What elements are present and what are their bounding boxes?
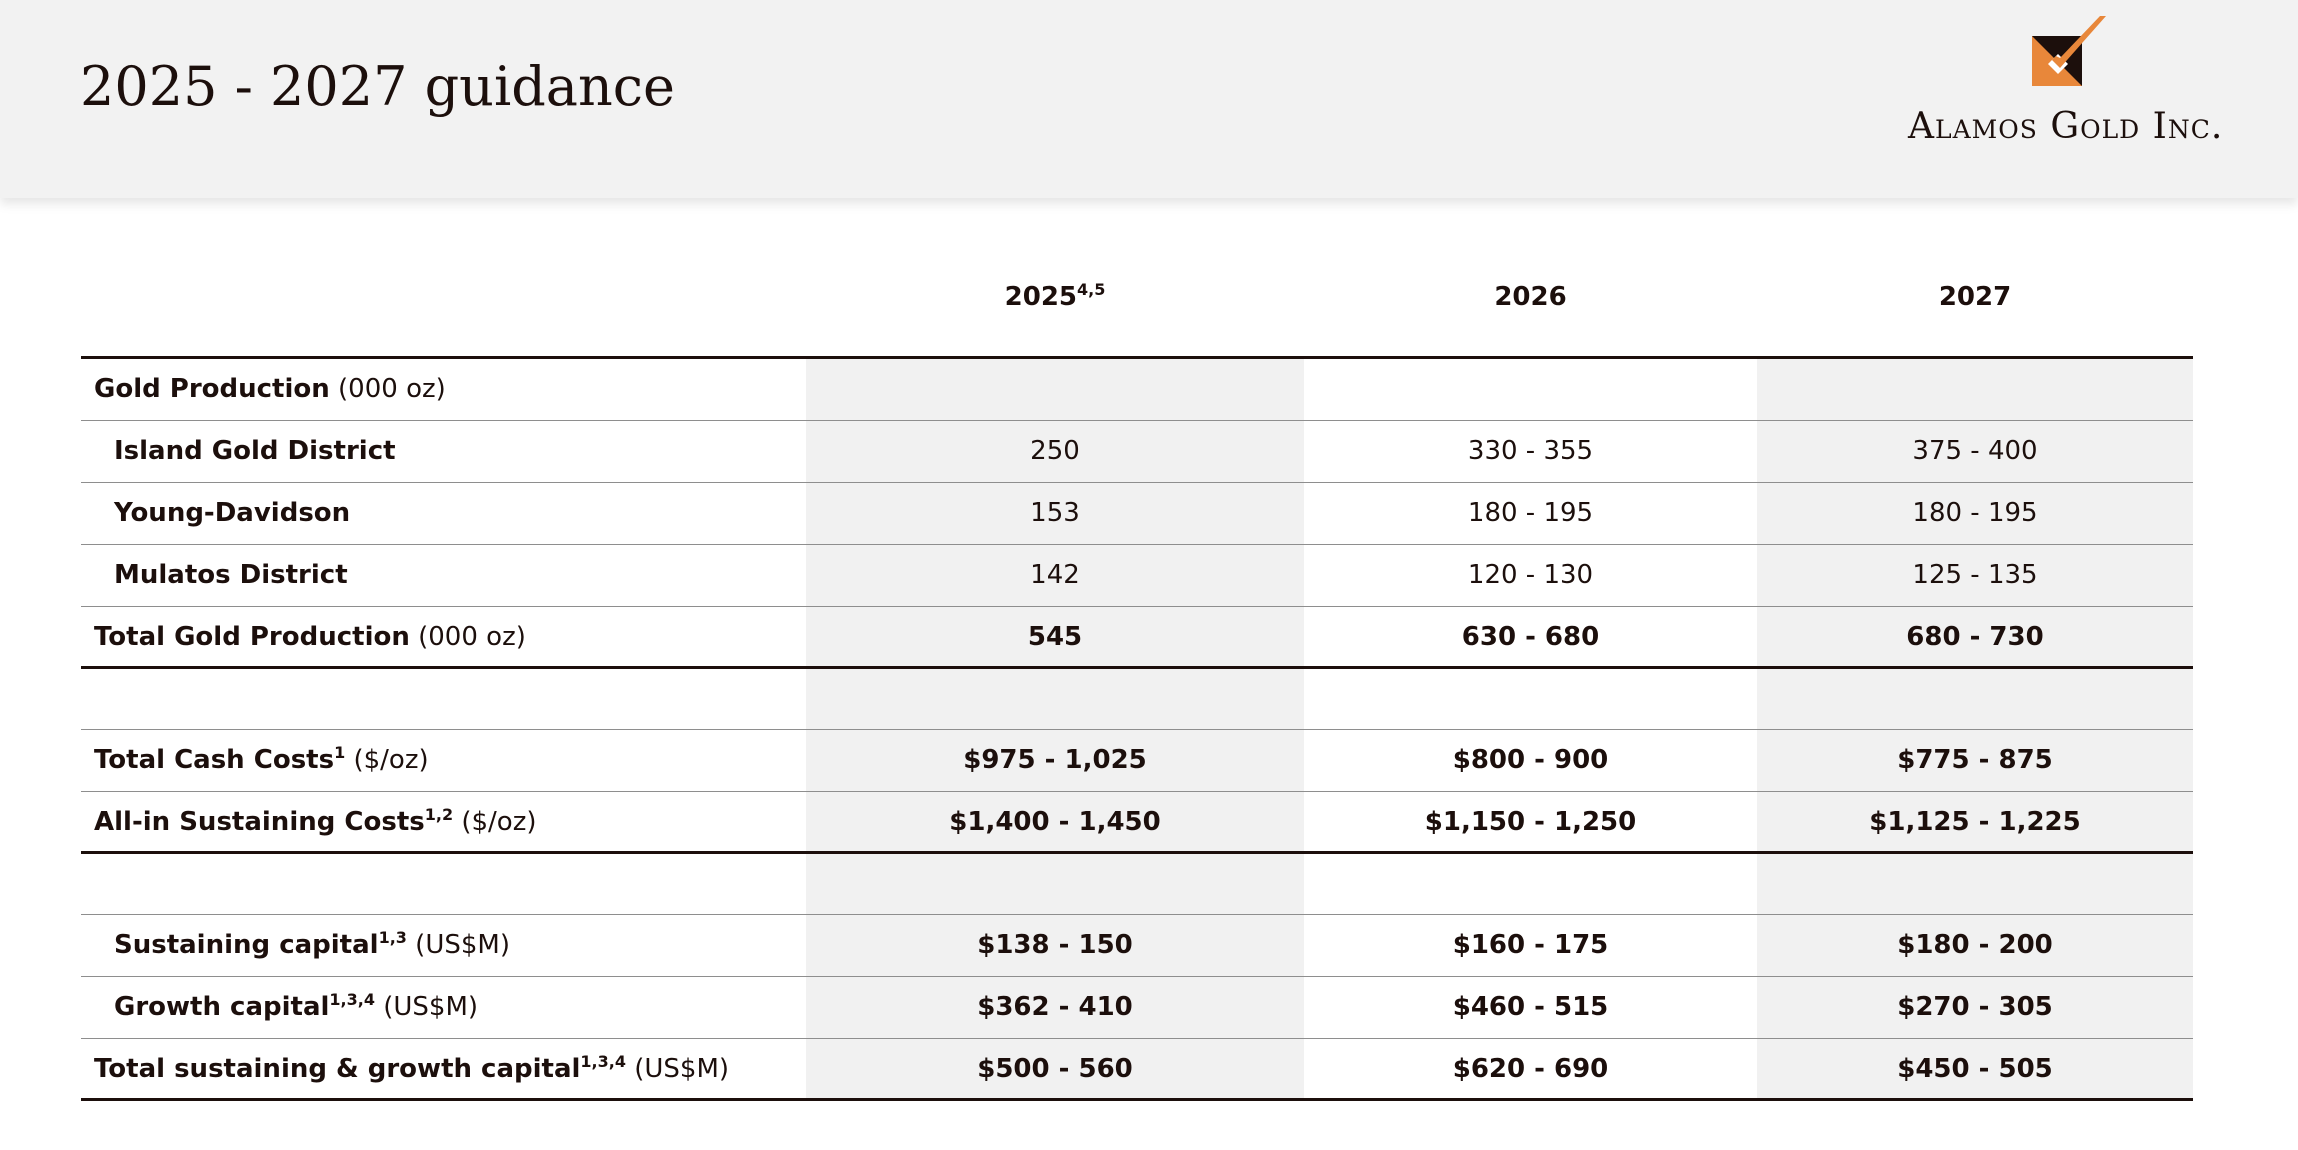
- bottom-rule: [81, 1098, 2193, 1101]
- column-header-2026: 2026: [1494, 282, 1567, 312]
- checkmark-logo-icon: [2030, 14, 2110, 94]
- table-row-total-capital: Total sustaining & growth capital$^{1,3,4}$ (US$M) $500 - 560 $620 - 690 $450 - 505: [94, 1052, 2053, 1084]
- header-bar: [0, 0, 2298, 198]
- section-rule: [81, 666, 2193, 669]
- table-row-growth-capital: Growth capital$^{1,3,4}$ (US$M) $362 - 410 $460 - 515 $270 - 305: [114, 990, 2053, 1022]
- column-header-2027: 2027: [1938, 282, 2012, 312]
- table-row-mulatos: Mulatos District 142 120 - 130 125 - 135: [114, 560, 2038, 590]
- page-title: 2025 - 2027 guidance: [80, 55, 675, 118]
- section-rule: [81, 851, 2193, 854]
- table-row-island-gold: Island Gold District 250 330 - 355 375 - 400: [114, 436, 2038, 466]
- table-row-total-cash-costs: Total Cash Costs$^1$ ($/oz) $975 - 1,025 $800 - 900 $775 - 875: [94, 743, 2053, 775]
- table-row-total-gold: Total Gold Production (000 oz) 545 630 - 680 680 - 730: [94, 622, 2044, 652]
- column-header-2025: 2025$^{4,5}$: [1004, 280, 1106, 312]
- table-row-young-davidson: Young-Davidson 153 180 - 195 180 - 195: [114, 498, 2038, 528]
- logo-wordmark: Alamos Gold Inc.: [1908, 106, 2224, 147]
- company-logo: [1908, 14, 2224, 154]
- table-row-sustaining-capital: Sustaining capital$^{1,3}$ (US$M) $138 - 150 $160 - 175 $180 - 200: [114, 928, 2053, 960]
- table-row-gold-production: Gold Production (000 oz): [94, 374, 446, 404]
- table-row-aisc: All-in Sustaining Costs$^{1,2}$ ($/oz) $1,400 - 1,450 $1,150 - 1,250 $1,125 - 1,225: [94, 805, 2081, 837]
